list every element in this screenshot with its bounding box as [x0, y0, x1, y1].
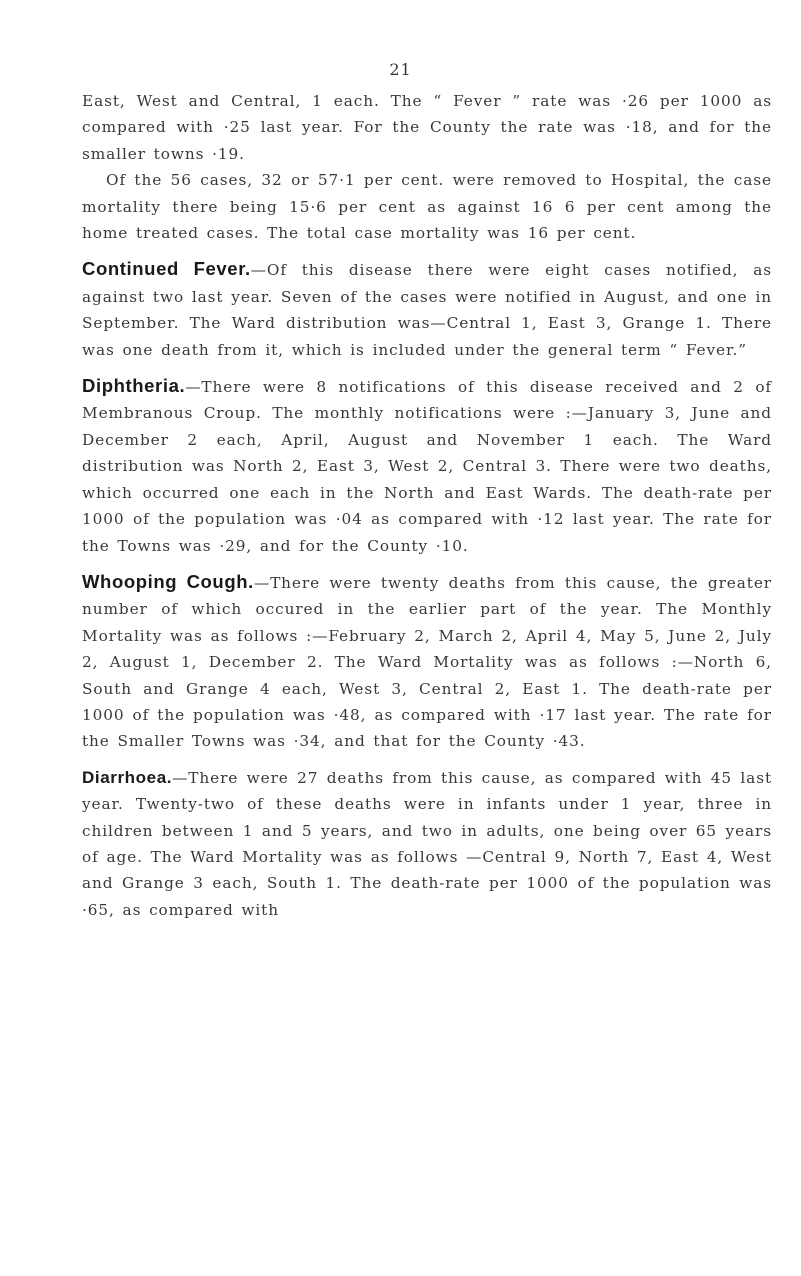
section-whooping-cough	[82, 569, 772, 755]
page-number: 21	[389, 60, 412, 79]
section-heading: Diphtheria.	[82, 375, 186, 397]
section-diarrhoea	[82, 765, 772, 923]
section-continued-fever	[82, 256, 772, 363]
page-body	[82, 88, 772, 923]
section-diphtheria	[82, 373, 772, 559]
intro-paragraph-2: Of the 56 cases, 32 or 57·1 per cent. were removed to Hospital, the case mortality there being 15·6 per cent as against 16 6 per cent among the home treated cases. The total case mortality was 16 per cent.	[82, 171, 772, 243]
section-heading: Continued Fever.	[82, 258, 251, 280]
section-body: —Of this disease there were eight cases notified, as against two last year. Seven of the cases were notified in August, and one in September. The Ward distribution was—Central 1, East 3, Grange 1. There was one death from it, which is included under the general term “ Fever.”	[82, 261, 772, 359]
section-body: —There were twenty deaths from this cause, the greater number of which occured in the earlier part of the year. The Monthly Mortality was as follows :—February 2, March 2, April 4, May 5, June 2, July 2, August 1, December 2. The Ward Mortality was as follows :—North 6, South and Grange 4 each, West 3, Central 2, East 1. The death-rate per 1000 of the population was ·48, as compared with ·17 last year. The rate for the Smaller Towns was ·34, and that for the County ·43.	[82, 573, 772, 751]
section-body: —There were 27 deaths from this cause, as compared with 45 last year. Twenty-two of these deaths were in infants under 1 year, three in children between 1 and 5 years, and two in adults, one being over 65 years of age. The Ward Mortality was as follows —Central 9, North 7, East 4, West and Grange 3 each, South 1. The death-rate per 1000 of the population was ·65, as compared with	[82, 768, 772, 919]
section-heading: Whooping Cough.	[82, 570, 254, 592]
section-heading: Diarrhoea.	[82, 767, 173, 787]
section-body: —There were 8 notifications of this disease received and 2 of Membranous Croup. The monthly notifications were :—January 3, June and December 2 each, April, August and November 1 each. The Ward distribution was North 2, East 3, West 2, Central 3. There were two deaths, which occurred one each in the North and East Wards. The death-rate per 1000 of the population was ·04 as compared with ·12 last year. The rate for the Towns was ·29, and for the County ·10.	[82, 378, 772, 555]
intro-paragraph-1: East, West and Central, 1 each. The “ Fever ” rate was ·26 per 1000 as compared with ·25 last year. For the County the rate was ·18, and for the smaller towns ·19.	[82, 92, 772, 163]
